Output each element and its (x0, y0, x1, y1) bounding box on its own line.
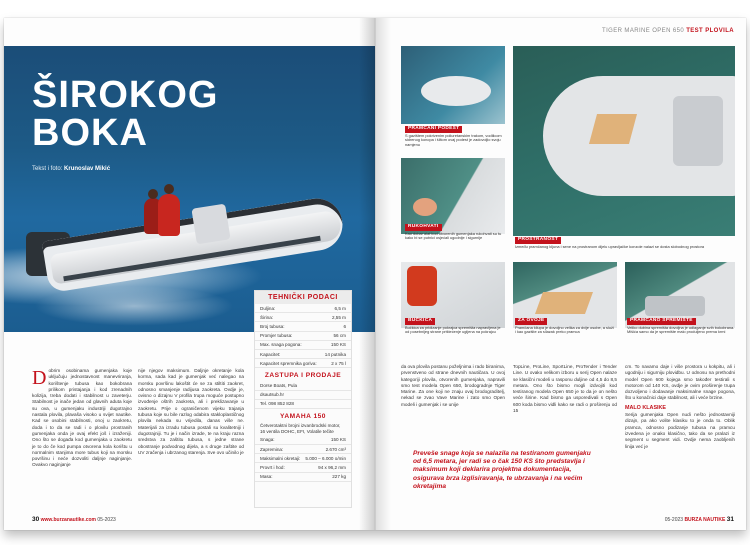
byline-author: Krunoslav Mikić (64, 166, 111, 172)
byline-label: Tekst i foto: (32, 166, 63, 172)
glove-shape (407, 266, 437, 306)
spec-row (255, 359, 351, 368)
spec-row (255, 350, 351, 359)
console-top (673, 96, 723, 166)
body-column-1 (32, 368, 132, 469)
caption-6-tag: PRAMČANO SPREMIŠTE (627, 318, 696, 325)
caption-5-text: Pramčana kliupa je dovoljno velika za dvije osobe, a služi i kao gazište za silazak preko pramca (515, 324, 614, 335)
engine-row (255, 473, 351, 482)
hand-shape (413, 198, 437, 216)
body-text-2: nije njegov maksimum. Daljnje okretanje kola korma, sada kad je gumenjak već nalegao na morsku površinu lakoštit će se za stiltiti zaokret, odnosno smanjenje radijusa zaokreta. Ovdje je, ovisno o dizajnu V profila trupa moguće postupno izvođenje oštrih zaokreta, ali i preklizavanje u zaokretu. Prije o ograničenom vijeku trajanja tubusa koje su bile razlog odabira stakloplastičnog plovila nekada su vrijedila, danas više ne. Materijali za izradu tubusa postali su kvalitetniji i dugotrajniji. Tu je i način izrade, te na kraju razna sredstva za zaštitu tubusa, s jedne strane obostranje podvodnog dijela, a s druge zaštite od UV zračenja i ubrzanog starenja. Sve ovo učinilo je (138, 368, 244, 455)
right-body-text-2: TopLine, ProLine, SportLine, ProTender i Tender Line. U ovako velikom izboru u serij Open nalaze se klasični modeli u rasponu duljine od 4,5 do 8,5 metara. Ono što bismo mogli izdvojiti kod testiranog modela Open 650 je to da je on nešto veće širine. Kad bismo ga usporedivali s Open 600 koda bismo vidli kako se radi o proširenju od 15 (513, 364, 617, 414)
caption-1-text: S gazištem pokrivenim poliuretanskim trakom, vodilicom sidrenog konopa i šiltom ovaj podest je zadovoljio svoju namjenu (405, 132, 502, 147)
running-head (602, 28, 734, 34)
title-line-2: BOKA (32, 112, 148, 154)
right-folio (665, 516, 734, 523)
engine-row-value: 150 KS (330, 437, 346, 443)
engine-desc: Četverotaktni brojni izvanbrodski motor, 16 ventila DOHC, EFI, Volatile tečite (260, 422, 341, 434)
spec-row (255, 322, 351, 331)
agent-header: ZASTUPA I PRODAJE (264, 372, 342, 380)
runhead-model: TIGER MARINE OPEN 650 (602, 28, 685, 34)
agent-line: dsautsub.hr (255, 391, 351, 400)
body-column-2 (138, 368, 244, 456)
agent-lines (255, 381, 351, 409)
spec-rows (255, 304, 351, 368)
body-text-1: obrim osobinama gumenjaka koje uključuju jednostavnost manevriranja, korištenje tubusa kao bokobrana prilikom pristajanja i kod zrenadnih kolizija, treba dodati i stabilnost u zaveterju. Stabilnost je inače jedan od glavnih aduta koje su ova, u gumenjaku industriji dugotrajno nastala plovila, plavaša visoko u svijet nautike. Kad se osobini stabilnosti, onoj u zaokretu, doda i to da se radi i o plovilu prostranih gumenjaka onda je ovaj efekt još i izraženiji. Ono što se događa kod gumenjaka u zaokretu je to do če kod pumpa otvorena kola korištu u normalnim stanjima more tubus koji na morsku površinu i neće dozvoliti daljnje naginjanje. Ovakvo naginjanje (32, 368, 132, 468)
spec-row (255, 304, 351, 313)
spec-row-label: Max. snaga pogona: (260, 342, 302, 348)
engine-row (255, 436, 351, 445)
right-body-text-3: cm. To navamo daje i više prostora u kokpitu, ali i ugodniju i sigurniju plovidbu. U odnosu na prethodni model Open 600 kojega smo također testirali s motorom od 140 KS, ovdje je ovim proširenje trupa dozvoljeno i dodavanje maksimalne snage pogona, što u konačnici daje stabilnost, ali i veće brzine. (625, 364, 735, 401)
engine-row (255, 454, 351, 463)
magazine-spread (4, 18, 746, 530)
teak-deck (589, 114, 637, 144)
engine-row-value: 94 x 96,2 mm (318, 465, 346, 471)
platform-shape (421, 76, 491, 106)
right-site: BURZA NAUTIKE (684, 517, 726, 523)
engine-row (255, 445, 351, 454)
spec-row-label: Duljina: (260, 305, 276, 311)
article-title (32, 76, 218, 152)
caption-2 (405, 224, 505, 241)
spec-row-label: Širina: (260, 314, 274, 320)
right-body-text-3b: Serija gumenjaka Open nudi nešto jednostavniji dizajn, pa ako volite klasiku to je onda to. Oblik pramca, odnosno podizanje tubusa na pramcu izvedena je onako klasično, tako da se pralazi iz segment u segment vidi. Ovdje nema zaobljenih linija već je (625, 412, 735, 449)
spec-row-value: 14 putnika (324, 351, 346, 357)
engine-rows (255, 436, 351, 482)
spec-row-label: Kapacitet: (260, 351, 281, 357)
engine-row-label: Zapremina: (260, 446, 284, 452)
photo-bow-platform (401, 46, 505, 124)
left-page-number: 30 (32, 516, 40, 523)
boat-console (191, 204, 230, 245)
left-folio (32, 516, 116, 523)
engine-row-label: Snaga: (260, 437, 275, 443)
spec-row-value: 2 x 75 l (331, 360, 346, 366)
caption-5-tag: ZA OVOJE (515, 318, 547, 325)
pull-quote: Preveše snage koja se nalazila na testiranom gumenjaku od 6,5 metara, jer radi se o čak 150 KS što predstavlja i maksimum koji deklarira projektna dokumentacija, osiguravа brza izglisiravanja, te ubrzavanja i na većim okretajima (413, 450, 591, 490)
spec-row (255, 313, 351, 322)
spec-row-label: Broj tubusa: (260, 323, 285, 329)
caption-4-tag: BUČKICA (405, 318, 435, 325)
engine-row-value: 2.670 cm³ (325, 446, 346, 452)
right-body-column-2 (513, 364, 617, 414)
caption-3 (515, 237, 735, 249)
engine-header: YAMAHA 150 (280, 412, 326, 420)
engine-row-label: Masa: (260, 474, 273, 480)
bench-shape (535, 292, 593, 314)
caption-2-tag: RUKOHVATI (405, 224, 442, 231)
right-body-column-1 (401, 364, 505, 408)
right-body-column-3 (625, 364, 735, 450)
engine-row-label: Provrt i hod: (260, 465, 285, 471)
passenger-head (148, 189, 158, 199)
left-site: www.burzanautike.com (40, 517, 97, 523)
photo-handles (401, 158, 505, 234)
engine-row (255, 463, 351, 472)
subhead-malo-klasike: MALO KLASIKE (625, 404, 667, 411)
engine-row-label: Maksimalni okretaji: (260, 455, 301, 461)
spec-row-label: Promjer tubusa: (260, 333, 293, 339)
caption-5 (515, 318, 615, 335)
driver-head (164, 184, 174, 194)
right-page (375, 18, 746, 530)
caption-3-tag: PROSTRANOST (515, 237, 561, 244)
caption-1 (405, 126, 505, 147)
spec-row-value: 6 (343, 323, 346, 329)
engine-row-value: 227 kg (332, 474, 346, 480)
spec-row-value: 56 cm (333, 333, 346, 339)
title-line-1: ŠIROKOG (32, 74, 219, 116)
spec-header: TEHNIČKI PODACI (255, 291, 351, 304)
caption-1-tag: PRAMČANI PODEST (405, 126, 462, 133)
left-issue: 05-2023 (97, 517, 116, 523)
right-issue: 05-2023 (664, 517, 684, 523)
left-page (4, 18, 375, 530)
drop-cap: D (32, 367, 47, 389)
spec-row (255, 332, 351, 341)
boat-wake-2 (34, 286, 234, 326)
spec-row-label: Kapacitet spremnika goriva: (260, 360, 317, 366)
runhead-section: TEST PLOVILA (686, 28, 734, 34)
caption-6-text: Veliko dubina spremišta dovoljna je udlaganje svih bokobrana. Mišića samo da je spremište malo produljeno prema krmi (627, 324, 735, 335)
right-page-number: 31 (726, 516, 734, 523)
caption-4-text: Bučkica za pridizanje pokrajca spremišta napravljena je od posebnijeg strane prištećenje ugljena na pokrajcu (405, 324, 501, 335)
spec-row (255, 341, 351, 350)
caption-6 (627, 318, 735, 335)
engine-row-value: 5.000 – 6.000 o/min (305, 455, 346, 461)
agent-line: Dorse Boats, Pula (255, 381, 351, 390)
byline (32, 166, 110, 172)
caption-2-text: Kao dobar alat kod otvorenih gumenjaka rukohvati su tu kako bi se putnici osjećali ugodnije i sigurnije (405, 230, 502, 241)
caption-3-text: Između pramčanog kljuna i sene na prostranom dijelu upravljačke konzole nalazi se dosta slobodnog prostora (515, 243, 705, 249)
spec-row-value: 150 KS (330, 342, 346, 348)
photo-spaciousness (513, 46, 735, 236)
spec-box (254, 290, 352, 508)
driver-figure (158, 194, 180, 236)
agent-line: Tel. 098 852 828 (255, 400, 351, 409)
spec-row-value: 2,55 m (331, 314, 346, 320)
caption-4 (405, 318, 505, 335)
spec-row-value: 6,5 m (334, 305, 346, 311)
locker-shape (645, 296, 705, 316)
right-body-text-1: da ova plovila postanu poželjnima i rado biranima, prvenstveno od strane dnevnih nautičara. U ovoj kategoriji plovila, otvorenih gumenjaka, napravili smo test modela Open 650, brodogradnje Tiger Marine. Za one koji ne znaju ovaj brodograditelj, nekad se zvao Vave Marine i zato smo Open modeli i gumenjak i se unije (401, 364, 505, 407)
